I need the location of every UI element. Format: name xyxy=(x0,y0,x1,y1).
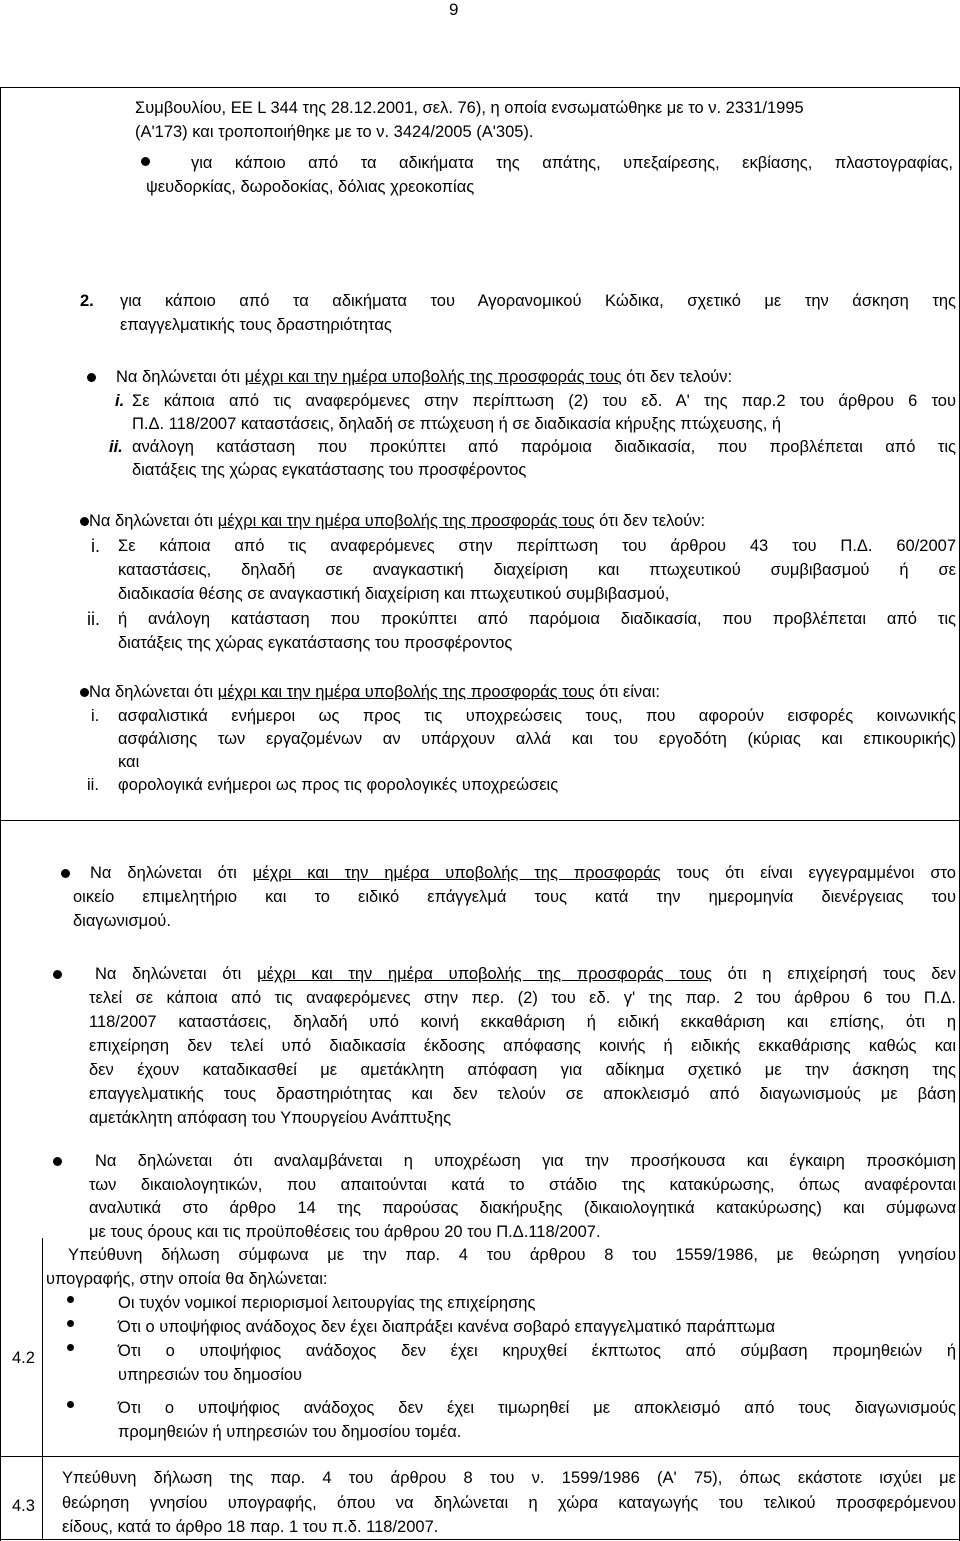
sub-item-text: Σε κάποια από τις αναφερόμενες στην περίπτωση (2) του εδ. Α' της παρ.2 του άρθρου 6 του xyxy=(132,392,956,410)
declaration-text: 118/2007 καταστάσεις, δηλαδή υπό κοινή εκκαθάριση ή ειδική εκκαθάριση και επίσης, ότι η xyxy=(89,1013,956,1031)
bullet-icon xyxy=(61,869,70,878)
sub-item-text: ανάλογη κατάσταση που προκύπτει από παρόμοια διαδικασία, που προβλέπεται από τις xyxy=(132,438,956,456)
table-row-divider xyxy=(0,1539,960,1540)
declaration-line xyxy=(95,963,956,985)
bullet-text: ψευδορκίας, δωροδοκίας, δόλιας χρεοκοπίας xyxy=(146,178,475,196)
table-row-divider xyxy=(0,1456,960,1457)
declaration-text: διαγωνισμού. xyxy=(73,912,171,930)
sub-item-text: διατάξεις της χώρας εγκατάστασης του προσφέροντος xyxy=(118,634,513,652)
declaration-line xyxy=(89,510,705,532)
declaration-text: των δικαιολογητικών, που απαιτούνται κατά το στάδιο της κατακύρωσης, όπως αναφέρονται xyxy=(89,1176,956,1194)
intro-line: (Α'173) και τροποποιήθηκε με το ν. 3424/2005 (Α'305). xyxy=(135,123,534,141)
section-number: 4.3 xyxy=(12,1497,35,1515)
bullet-icon xyxy=(80,517,89,526)
roman-numeral: ii. xyxy=(87,776,99,794)
declaration-suffix: τους ότι είναι εγγεγραμμένοι στο xyxy=(660,864,956,882)
bullet-icon xyxy=(87,373,96,382)
declaration-text: επιχείρηση δεν τελεί υπό διαδικασία έκδοσης απόφασης κοινής ή ειδικής εκκαθάρισης καθώς και xyxy=(89,1037,956,1055)
declaration-prefix: Να δηλώνεται ότι xyxy=(116,368,245,386)
page-number: 9 xyxy=(449,0,459,19)
declaration-line xyxy=(89,681,660,703)
declaration-text: δεν έχουν καταδικασθεί με αμετάκλητη απόφαση για αδίκημα σχετικό με την άσκηση της xyxy=(89,1061,956,1079)
declaration-prefix: Να δηλώνεται ότι xyxy=(90,864,253,882)
bullet-icon xyxy=(80,688,89,697)
sub-item-text: ή ανάλογη κατάσταση που προκύπτει από παρόμοια διαδικασία, που προβλέπεται από τις xyxy=(118,610,956,628)
declaration-text: αμετάκλητη απόφαση του Υπουργείου Ανάπτυξης xyxy=(89,1109,452,1127)
declaration-prefix: Να δηλώνεται ότι xyxy=(95,965,258,983)
sub-item-text: Σε κάποια από τις αναφερόμενες στην περίπτωση του άρθρου 43 του Π.Δ. 60/2007 xyxy=(118,537,956,555)
sub-item-text: φορολογικά ενήμεροι ως προς τις φορολογικές υποχρεώσεις xyxy=(118,776,559,794)
bullet-text: Ότι ο υποψήφιος ανάδοχος δεν έχει τιμωρηθεί με αποκλεισμό από τους διαγωνισμούς xyxy=(118,1399,956,1417)
roman-numeral: i. xyxy=(91,536,100,556)
declaration-emphasis: μέχρι και την ημέρα υποβολής της προσφοράς τους xyxy=(244,368,622,386)
bullet-icon xyxy=(67,1401,74,1408)
sub-item-text: και xyxy=(118,753,140,771)
declaration-suffix: ότι είναι: xyxy=(594,683,660,701)
item-number: 2. xyxy=(80,292,94,310)
sub-item-text: διατάξεις της χώρας εγκατάστασης του προσφέροντος xyxy=(132,461,527,479)
bullet-icon xyxy=(141,157,150,166)
roman-numeral: i. xyxy=(91,707,100,725)
bullet-text: υπηρεσιών του δημοσίου xyxy=(118,1366,303,1384)
roman-numeral: ii. xyxy=(87,609,100,629)
table-row-divider xyxy=(0,820,960,821)
declaration-emphasis: μέχρι και την ημέρα υποβολής της προσφοράς τους xyxy=(217,683,595,701)
declaration-suffix: ότι δεν τελούν: xyxy=(621,368,733,386)
item-text: για κάποιο από τα αδικήματα του Αγορανομικού Κώδικα, σχετικό με την άσκηση της xyxy=(120,292,956,310)
sub-item-text: διαδικασία θέσης σε αναγκαστική διαχείριση και πτωχευτικού συμβιβασμού, xyxy=(118,585,670,603)
bullet-text: για κάποιο από τα αδικήματα της απάτης, υπεξαίρεσης, εκβίασης, πλαστογραφίας, xyxy=(191,154,953,172)
section-number: 4.2 xyxy=(12,1349,35,1367)
declaration-suffix: ότι δεν τελούν: xyxy=(594,512,706,530)
bullet-text: προμηθειών ή υπηρεσιών του δημοσίου τομέα. xyxy=(118,1423,462,1441)
sub-item-text: καταστάσεις, δηλαδή σε αναγκαστική διαχείριση και πτωχευτικού συμβιβασμού ή σε xyxy=(118,561,956,579)
table-border-left xyxy=(0,87,1,1541)
declaration-suffix: ότι η επιχείρησή τους δεν xyxy=(711,965,956,983)
declaration-line xyxy=(90,862,956,884)
roman-numeral: i. xyxy=(115,392,125,410)
bullet-text: Οι τυχόν νομικοί περιορισμοί λειτουργίας της επιχείρησης xyxy=(118,1294,536,1312)
declaration-text: με τους όρους και τις προϋποθέσεις του άρθρου 20 του Π.Δ.118/2007. xyxy=(89,1223,601,1241)
bullet-icon xyxy=(53,1157,62,1166)
declaration-text: τελεί σε κάποια από τις αναφερόμενες στην περ. (2) του εδ. γ' της παρ. 2 του άρθρου 6 του Π.Δ. xyxy=(89,989,956,1007)
item-text: επαγγελματικής τους δραστηριότητας xyxy=(120,316,392,334)
declaration-prefix: Να δηλώνεται ότι xyxy=(89,683,218,701)
sub-item-text: Π.Δ. 118/2007 καταστάσεις, δηλαδή σε πτώχευση ή σε διαδικασία κήρυξης πτώχευσης, ή xyxy=(132,415,782,433)
section-text: υπογραφής, στην οποία θα δηλώνεται: xyxy=(46,1270,328,1288)
section-text: Υπεύθυνη δήλωση σύμφωνα με την παρ. 4 του άρθρου 8 του 1559/1986, με θεώρηση γνησίου xyxy=(68,1246,956,1264)
bullet-icon xyxy=(67,1344,74,1351)
declaration-text: οικείο επιμελητήριο και το ειδικό επάγγελμά τους κατά την ημερομηνία διενέργειας του xyxy=(73,888,956,906)
declaration-line xyxy=(116,366,732,388)
sub-item-text: ασφαλιστικά ενήμεροι ως προς τις υποχρεώσεις τους, που αφορούν εισφορές κοινωνικής xyxy=(118,707,956,725)
bullet-text: Ότι ο υποψήφιος ανάδοχος δεν έχει διαπράξει κανένα σοβαρό επαγγελματικό παράπτωμα xyxy=(118,1318,776,1336)
section-text: θεώρηση γνησίου υπογραφής, όπου να δηλώνεται η χώρα καταγωγής του τελικού προσφερόμενου xyxy=(62,1494,956,1512)
table-column-divider xyxy=(42,1238,43,1539)
declaration-text: αναλυτικά στο άρθρο 14 της παρούσας διακήρυξης (δικαιολογητικά κατακύρωσης) και σύμφωνα xyxy=(89,1199,956,1217)
declaration-emphasis: μέχρι και την ημέρα υποβολής της προσφοράς xyxy=(252,864,661,882)
declaration-emphasis: μέχρι και την ημέρα υποβολής της προσφοράς τους xyxy=(257,965,712,983)
sub-item-text: ασφάλισης των εργαζομένων αν υπάρχουν αλλά και του εργοδότη (κύριας και επικουρικής) xyxy=(118,730,956,748)
declaration-text: επαγγελματικής τους δραστηριότητας και δεν τελούν σε αποκλεισμό από διαγωνισμούς με βάση xyxy=(89,1085,956,1103)
section-text: είδους, κατά το άρθρο 18 παρ. 1 του π.δ. 118/2007. xyxy=(62,1518,439,1536)
bullet-text: Ότι ο υποψήφιος ανάδοχος δεν έχει κηρυχθεί έκπτωτος από σύμβαση προμηθειών ή xyxy=(118,1342,956,1360)
bullet-icon xyxy=(67,1296,74,1303)
declaration-text: Να δηλώνεται ότι αναλαμβάνεται η υποχρέωση για την προσήκουσα και έγκαιρη προσκόμιση xyxy=(95,1152,956,1170)
bullet-icon xyxy=(53,970,62,979)
table-border-top xyxy=(0,87,960,88)
declaration-emphasis: μέχρι και την ημέρα υποβολής της προσφοράς τους xyxy=(217,512,595,530)
bullet-icon xyxy=(67,1320,74,1327)
intro-line: Συμβουλίου, ΕΕ L 344 της 28.12.2001, σελ. 76), η οποία ενσωματώθηκε με το ν. 2331/1995 xyxy=(135,99,804,117)
section-text: Υπεύθυνη δήλωση της παρ. 4 του άρθρου 8 του ν. 1599/1986 (Α' 75), όπως εκάστοτε ισχύει με xyxy=(62,1469,956,1487)
declaration-prefix: Να δηλώνεται ότι xyxy=(89,512,218,530)
roman-numeral: ii. xyxy=(109,438,123,456)
